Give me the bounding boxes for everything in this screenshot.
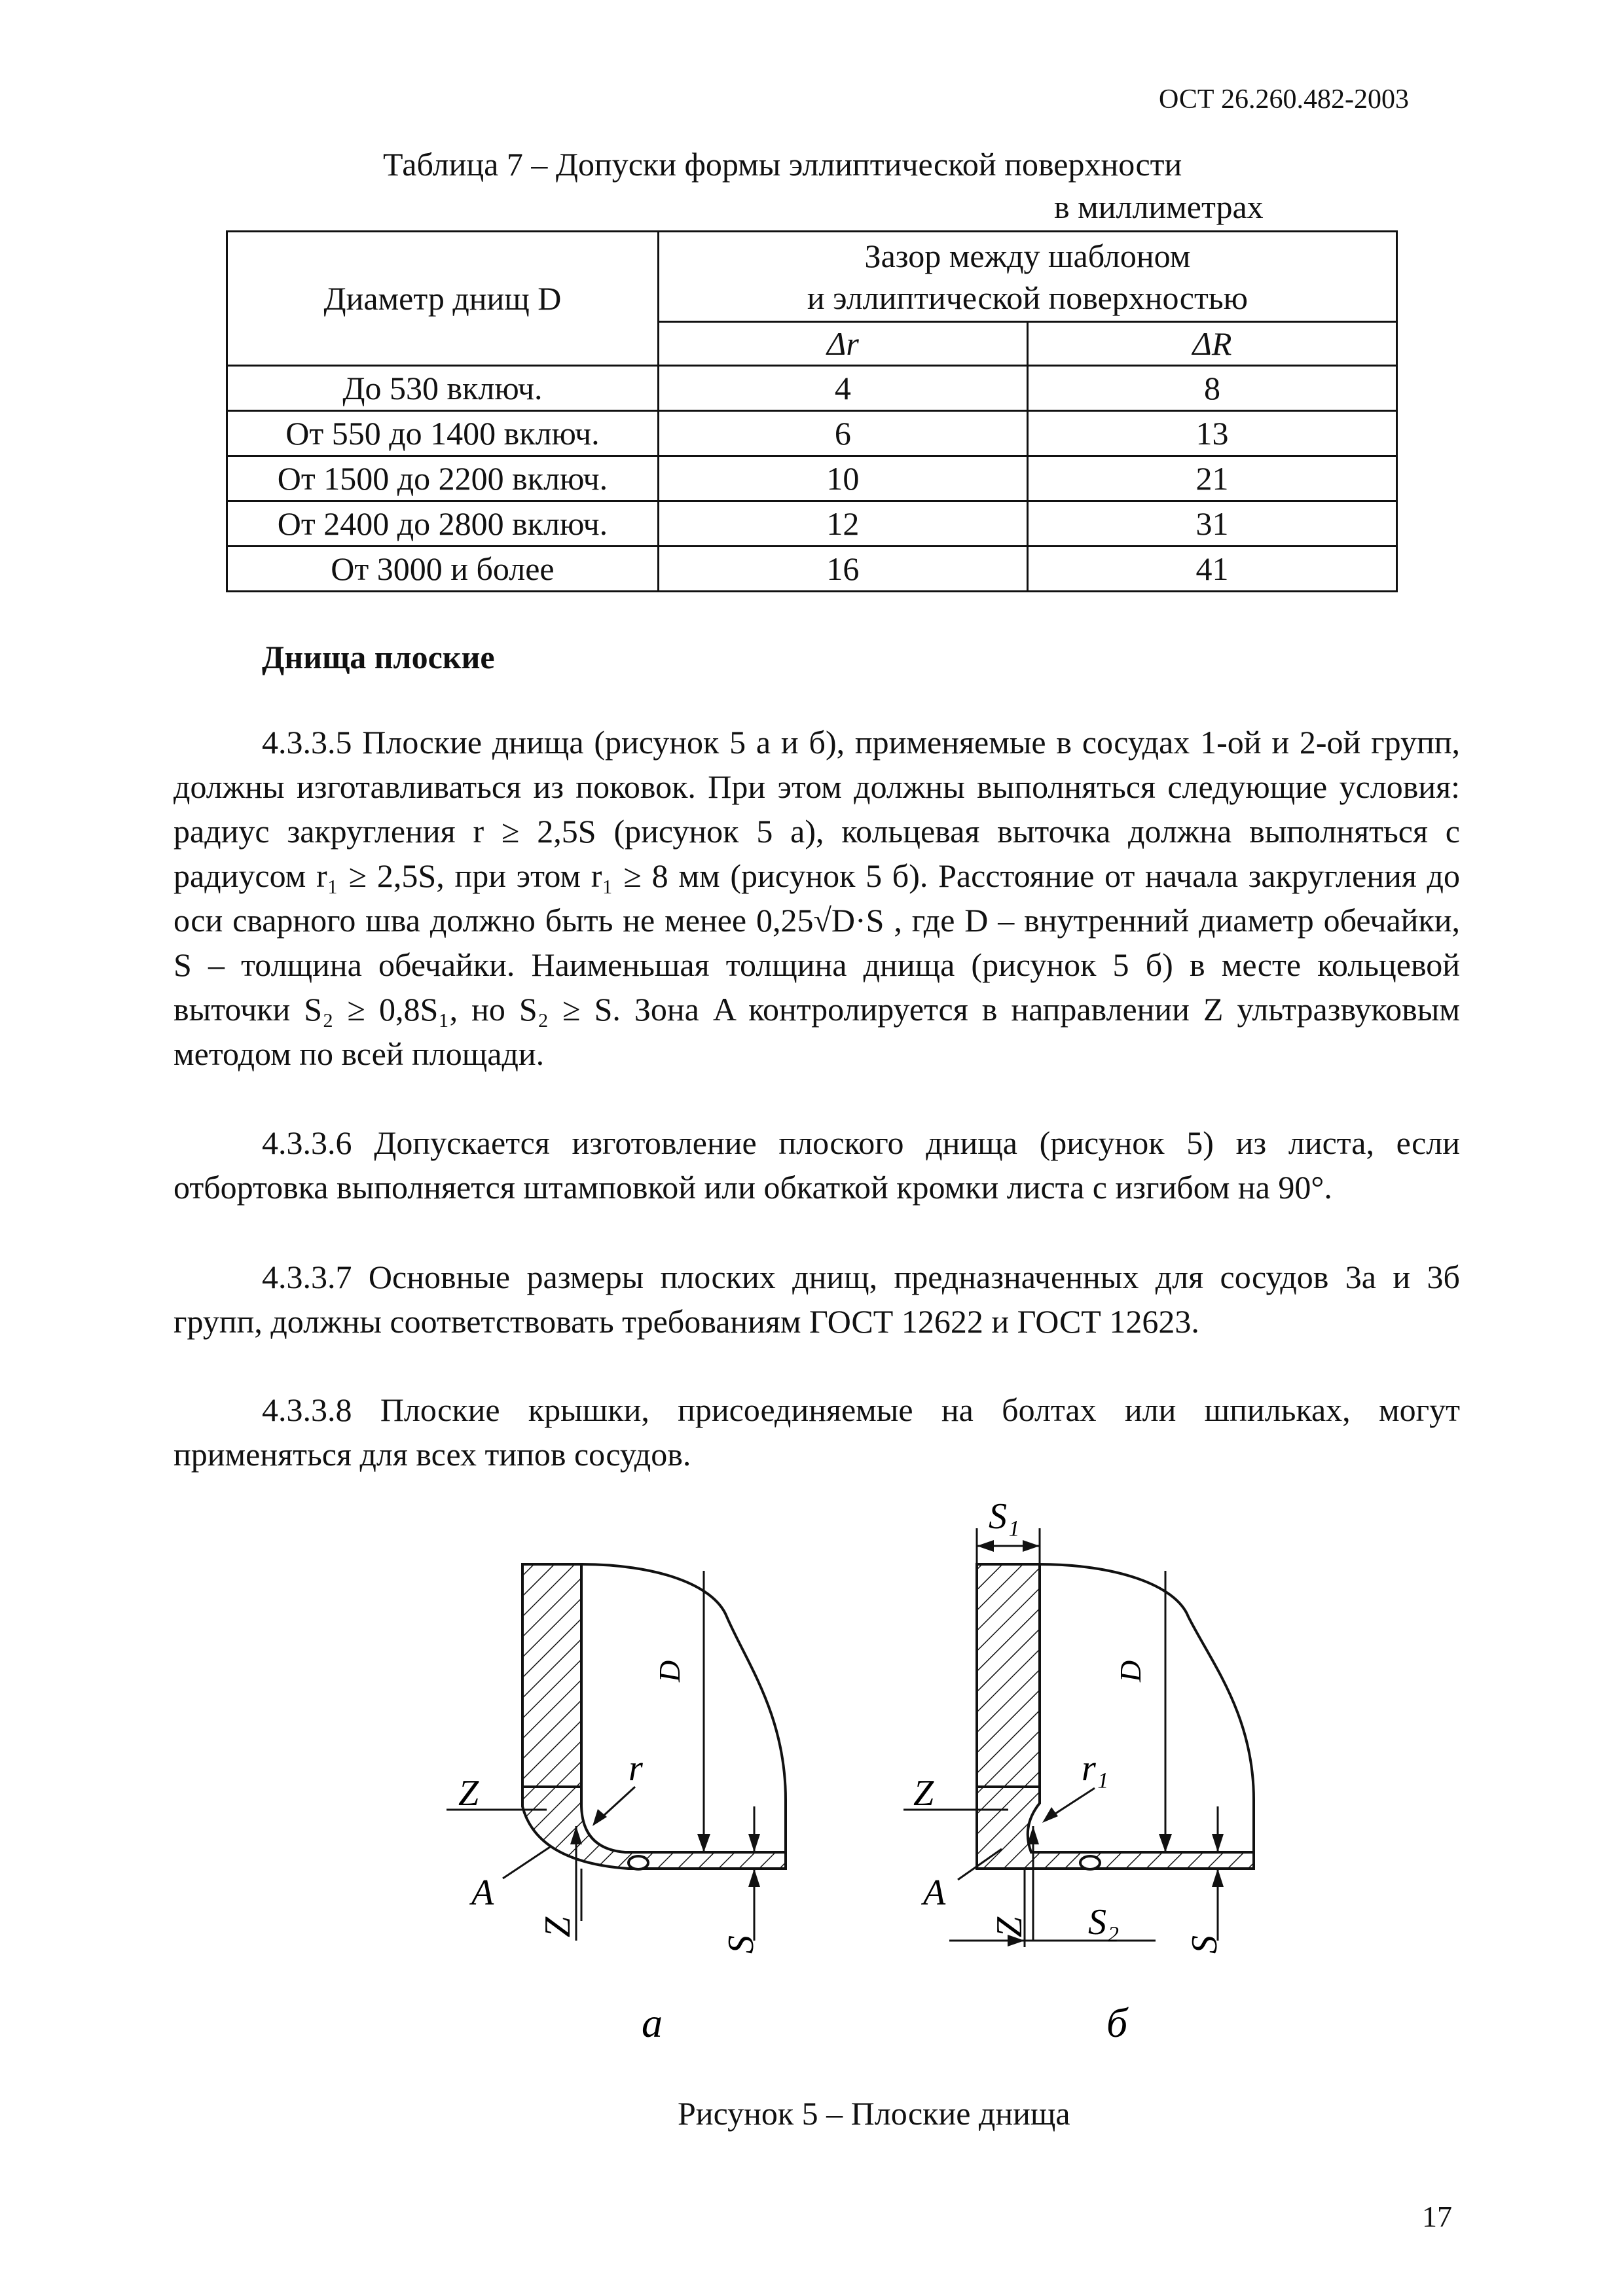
cell-diameter: До 530 включ. <box>227 366 659 411</box>
col-header-dR: ΔR <box>1027 322 1396 366</box>
subfigure-label-a: а <box>642 2000 663 2046</box>
cell-dR: 13 <box>1027 411 1396 456</box>
cell-dR: 41 <box>1027 547 1396 592</box>
paragraph-4-3-3-6: 4.3.3.6 Допускается изготовление плоского днища (рисунок 5) из листа, если отбортовка выполняется штамповкой или обкаткой кромки листа с изгибом на 90°. <box>173 1124 1460 1206</box>
paragraph-4-3-3-5: 4.3.3.5 Плоские днища (рисунок 5 а и б), применяемые в сосудах 1-ой и 2-ой групп, должны изготавливаться из поковок. При этом должны выполняться следующие условия: радиус закругления r ≥ 2,5S (рисунок 5 а), кольцевая выточка должна выполняться с радиусом r₁ ≥ 2,5S, при этом r₁ ≥ 8 мм (рисунок 5 б). Расстояние от начала закругления до оси сварного шва должно быть не менее 0,25√D·S , где D – внутренний диаметр обечайки, S – толщина обечайки. Наименьшая толщина днища (рисунок 5 б) в месте кольцевой выточки S₂ ≥ 0,8S₁, но S₂ ≥ S. Зона A контролируется в направлении Z ультразвуковым методом по всей площади. <box>173 724 1460 1072</box>
cell-dr: 16 <box>658 547 1027 592</box>
cell-diameter: От 550 до 1400 включ. <box>227 411 659 456</box>
label-r: r <box>629 1748 643 1789</box>
col-header-gap-line2: и эллиптической поверхностью <box>807 279 1248 316</box>
col-header-diameter: Диаметр днищ D <box>227 232 659 366</box>
label-a-zone-b: A <box>923 1873 946 1913</box>
label-s2: S₂ <box>1088 1902 1120 1943</box>
table-units: в миллиметрах <box>1054 188 1264 225</box>
cell-dr: 6 <box>658 411 1027 456</box>
paragraph-4-3-3-7: 4.3.3.7 Основные размеры плоских днищ, предназначенных для сосудов 3а и 3б групп, должны соответствовать требованиям ГОСТ 12622 и ГОСТ 12623. <box>173 1259 1460 1340</box>
cell-diameter: От 2400 до 2800 включ. <box>227 501 659 547</box>
paragraph-4-3-3-8: 4.3.3.8 Плоские крышки, присоединяемые на болтах или шпильках, могут применяться для всех типов сосудов. <box>173 1391 1460 1473</box>
label-d-a: D <box>653 1660 686 1682</box>
label-z-a: Z <box>458 1773 479 1814</box>
figure-caption: Рисунок 5 – Плоские днища <box>678 2095 1070 2132</box>
cell-diameter: От 1500 до 2200 включ. <box>227 456 659 501</box>
col-header-dr: Δr <box>658 322 1027 366</box>
label-r1: r₁ <box>1082 1748 1109 1789</box>
label-s-a: S <box>721 1935 761 1954</box>
cell-dR: 21 <box>1027 456 1396 501</box>
cell-dr: 12 <box>658 501 1027 547</box>
label-z-vertical-b: Z <box>989 1916 1030 1937</box>
document-code: ОСТ 26.260.482-2003 <box>1159 84 1409 115</box>
cell-dr: 10 <box>658 456 1027 501</box>
label-z-vertical-a: Z <box>538 1916 578 1937</box>
cell-diameter: От 3000 и более <box>227 547 659 592</box>
table-caption: Таблица 7 – Допуски формы эллиптической поверхности <box>383 146 1182 183</box>
col-header-gap-line1: Зазор между шаблоном <box>864 237 1191 274</box>
cell-dR: 8 <box>1027 366 1396 411</box>
cell-dR: 31 <box>1027 501 1396 547</box>
label-d-b: D <box>1114 1660 1147 1682</box>
figure-a <box>447 1564 786 1941</box>
cell-dr: 4 <box>658 366 1027 411</box>
label-s-b: S <box>1184 1935 1225 1954</box>
section-heading: Днища плоские <box>262 639 495 675</box>
figure-b <box>903 1528 1254 1947</box>
label-a-zone-a: A <box>471 1873 494 1913</box>
label-z-b: Z <box>913 1773 934 1814</box>
label-s1: S₁ <box>989 1496 1020 1537</box>
subfigure-label-b: б <box>1106 2000 1128 2046</box>
page-number: 17 <box>1422 2200 1452 2233</box>
